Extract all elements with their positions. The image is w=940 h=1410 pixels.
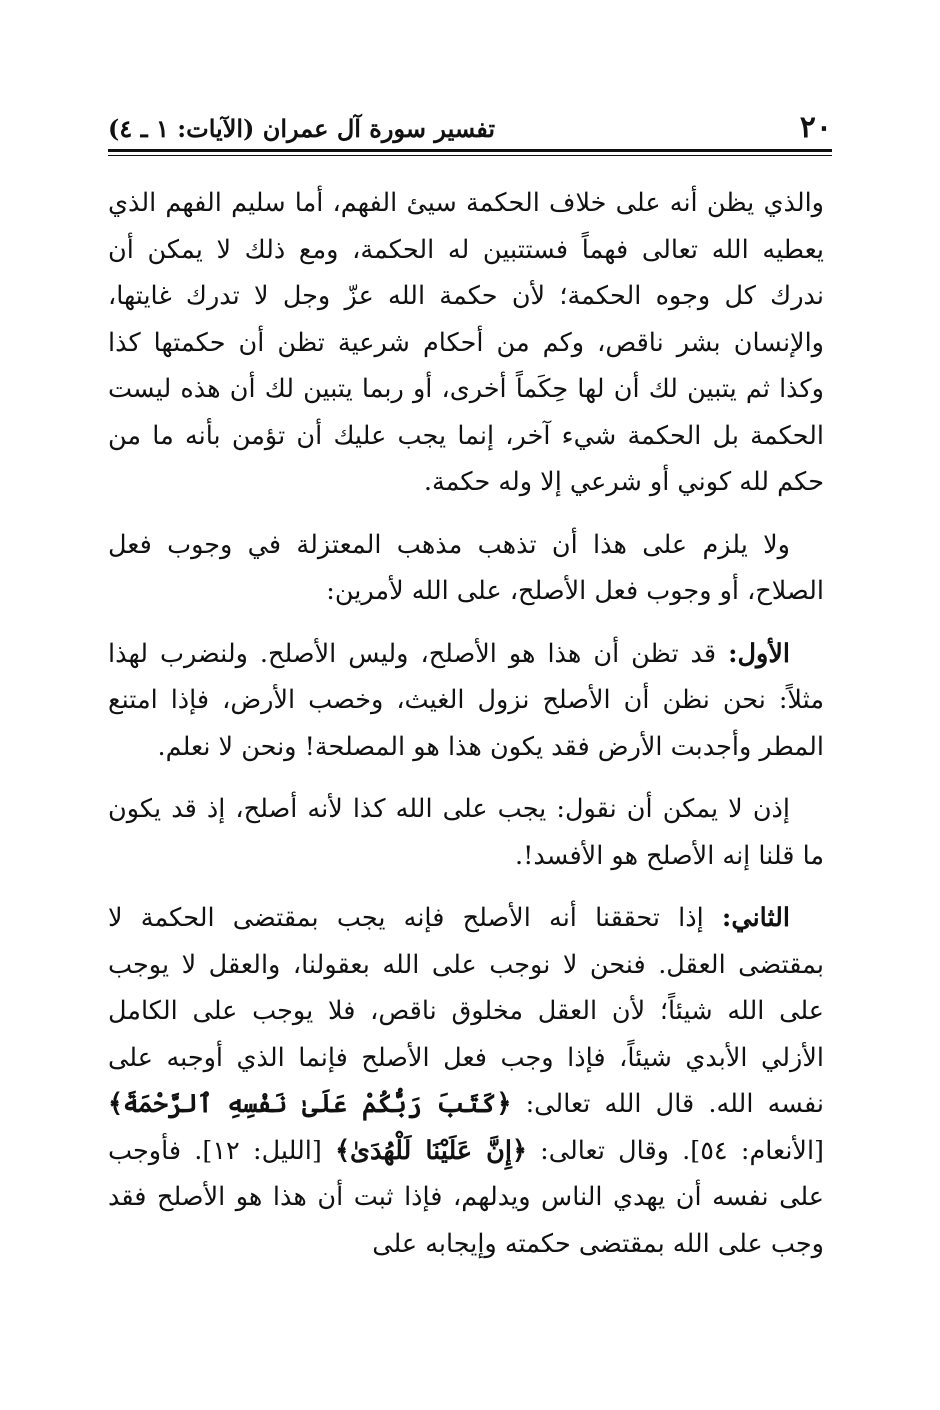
paragraph-label: الثاني: (721, 903, 790, 933)
paragraph (108, 631, 824, 771)
paragraph-text: والذي يظن أنه على خلاف الحكمة سيئ الفهم، أما سليم الفهم الذي يعطيه الله تعالى فهماً فستتبين له الحكمة، ومع ذلك لا يمكن أن ندرك كل وجوه الحكمة؛ لأن حكمة الله عزّ وجل لا تدرك غايتها، والإنسان بشر ناقص، وكم من أحكام شرعية تظن أن حكمتها كذا وكذا ثم يتبين لك أن لها حِكَماً أخرى، أو ربما يتبين لك أن هذه ليست الحكمة بل الحكمة شيء آخر، إنما يجب عليك أن تؤمن بأنه ما من حكم لله كوني أو شرعي إلا وله حكمة. (108, 188, 824, 497)
header-rule-thin (108, 155, 832, 156)
paragraph-text: [الليل: ١٢]. فأوجب على نفسه أن يهدي الناس ويدلهم، فإذا ثبت أن هذا هو الأصلح فقد وجب على الله بمقتضى حكمته وإيجابه على (108, 1135, 824, 1259)
paragraph (108, 522, 824, 615)
paragraph (108, 786, 824, 879)
running-title: تفسير سورة آل عمران (الآيات: ١ ـ ٤) (108, 114, 496, 143)
paragraph (108, 895, 824, 1267)
page-number: ٢٠ (799, 110, 832, 145)
paragraph-text: إذن لا يمكن أن نقول: يجب على الله كذا لأنه أصلح، إذ قد يكون ما قلنا إنه الأصلح هو الأفسد!. (108, 794, 824, 871)
header-rule-thick (108, 149, 832, 152)
paragraph-text: إذا تحققنا أنه الأصلح فإنه يجب بمقتضى الحكمة لا بمقتضى العقل. فنحن لا نوجب على الله بعقولنا، والعقل لا يوجب على الله شيئاً؛ لأن العقل مخلوق ناقص، فلا يوجب على الكامل الأزلي الأبدي شيئاً، فإذا وجب فعل الأصلح فإنما الذي أوجبه على نفسه الله. قال الله تعالى: (108, 903, 824, 1119)
paragraph-text: [الأنعام: ٥٤]. وقال تعالى: (526, 1135, 824, 1166)
quran-verse: ﴿إِنَّ عَلَيْنَا لَلْهُدَىٰ﴾ (335, 1135, 527, 1166)
quran-verse: ﴿كَتَبَ رَبُّكُمْ عَلَىٰ نَفْسِهِ ٱلرَّحْمَةَ﴾ (108, 1089, 512, 1119)
paragraph (108, 180, 824, 506)
page-header (108, 108, 832, 150)
paragraph-text: ولا يلزم على هذا أن تذهب مذهب المعتزلة في وجوب فعل الصلاح، أو وجوب فعل الأصلح، على الله لأمرين: (108, 529, 824, 606)
paragraph-text: قد تظن أن هذا هو الأصلح، وليس الأصلح. ولنضرب لهذا مثلاً: نحن نظن أن الأصلح نزول الغيث، وخصب الأرض، فإذا امتنع المطر وأجدبت الأرض فقد يكون هذا هو المصلحة! ونحن لا نعلم. (108, 638, 824, 762)
paragraph-label: الأول: (728, 638, 790, 669)
body-text (108, 180, 824, 1283)
